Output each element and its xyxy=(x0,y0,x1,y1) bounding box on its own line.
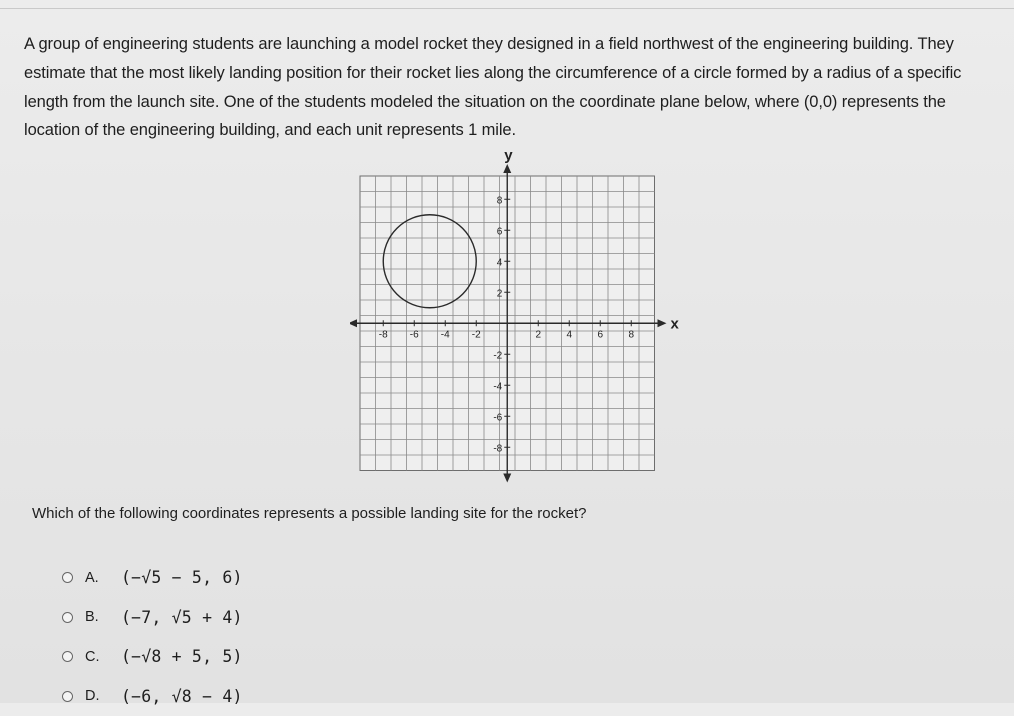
y-tick-label: 8 xyxy=(497,195,503,206)
choice-b-expression: (−7, √5 + 4) xyxy=(121,608,243,627)
choice-c-letter: C. xyxy=(85,649,121,665)
choice-b-letter: B. xyxy=(85,609,121,625)
y-tick-label: 2 xyxy=(497,288,503,299)
y-tick-label: 6 xyxy=(497,226,503,237)
y-tick-label: 4 xyxy=(497,257,503,268)
choice-c[interactable] xyxy=(62,637,243,677)
y-axis-label: y xyxy=(504,150,513,164)
question-text: Which of the following coordinates represents a possible landing site for the rocket? xyxy=(32,505,586,522)
x-tick-label: 4 xyxy=(566,329,572,340)
choice-a[interactable] xyxy=(62,558,243,598)
x-axis-arrow-right xyxy=(658,319,667,327)
y-tick-label: -2 xyxy=(493,350,502,361)
passage-line-1: A group of engineering students are launching a model rocket they designed in a field northwest of the engineering building. They xyxy=(24,30,999,59)
x-tick-label: 6 xyxy=(597,329,603,340)
answer-choices xyxy=(62,558,243,716)
x-tick-label: -4 xyxy=(441,329,450,340)
passage-line-4: location of the engineering building, and each unit represents 1 mile. xyxy=(24,116,999,145)
y-tick-label: -4 xyxy=(493,381,502,392)
radio-b[interactable] xyxy=(62,612,73,623)
x-axis-label: x xyxy=(671,315,680,332)
x-tick-label: -2 xyxy=(472,329,481,340)
choice-d[interactable] xyxy=(62,677,243,716)
top-divider xyxy=(0,8,1014,9)
coordinate-graph xyxy=(350,150,690,490)
choice-a-expression: (−√5 − 5, 6) xyxy=(121,568,243,587)
radio-d[interactable] xyxy=(62,691,73,702)
choice-b[interactable] xyxy=(62,598,243,638)
graph-svg xyxy=(350,150,690,490)
radio-c[interactable] xyxy=(62,651,73,662)
x-tick-label: 8 xyxy=(628,329,634,340)
radio-a[interactable] xyxy=(62,572,73,583)
choice-d-expression: (−6, √8 − 4) xyxy=(121,687,243,706)
choice-a-letter: A. xyxy=(85,570,121,586)
y-tick-label: -6 xyxy=(493,412,502,423)
x-tick-label: -6 xyxy=(410,329,419,340)
choice-d-letter: D. xyxy=(85,688,121,704)
y-tick-label: -8 xyxy=(493,443,502,454)
x-axis-arrow-left xyxy=(350,319,357,327)
x-tick-label: -8 xyxy=(379,329,388,340)
passage-line-2: estimate that the most likely landing position for their rocket lies along the circumference of a circle formed by a radius of a specific xyxy=(24,59,999,88)
y-axis-arrow-up xyxy=(503,164,511,173)
passage-line-3: length from the launch site. One of the students modeled the situation on the coordinate plane below, where (0,0) represents the xyxy=(24,88,999,117)
y-axis-arrow-down xyxy=(503,474,511,483)
x-tick-label: 2 xyxy=(535,329,541,340)
problem-passage xyxy=(24,30,999,145)
choice-c-expression: (−√8 + 5, 5) xyxy=(121,647,243,666)
